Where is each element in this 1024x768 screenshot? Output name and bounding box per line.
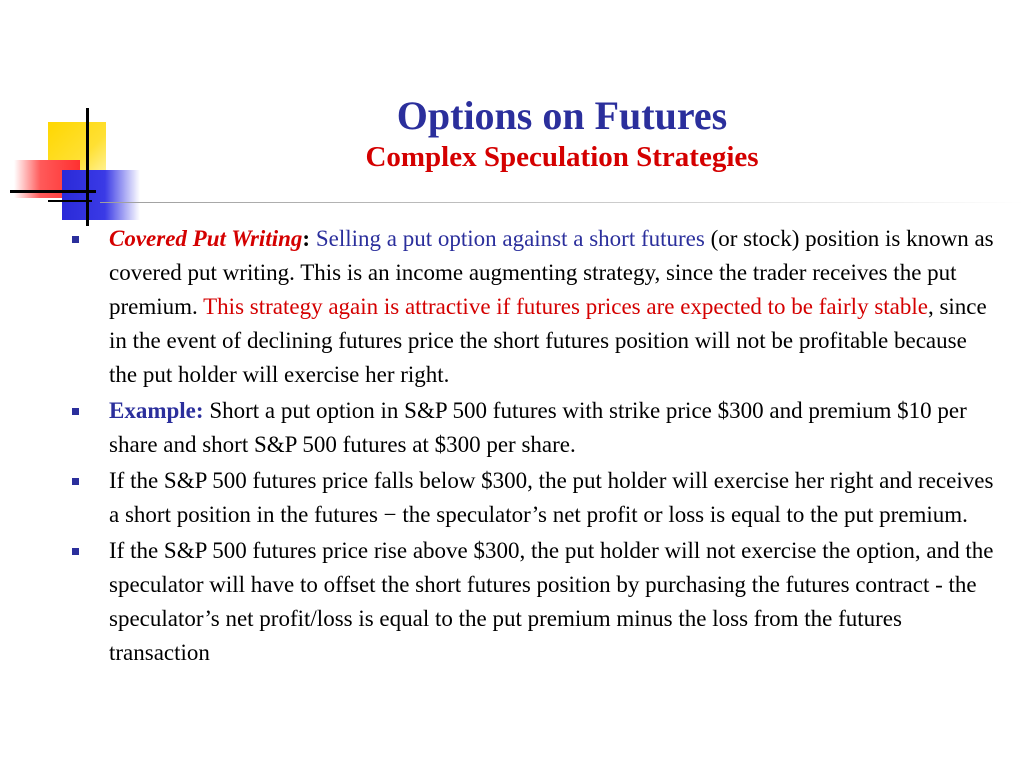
- slide-logo-graphic: [0, 0, 160, 240]
- bullet-item: [68, 534, 1000, 670]
- logo-horizontal-line: [10, 190, 96, 193]
- bullet-text: If the S&P 500 futures price falls below $300, the put holder will exercise her right and receives a short position in the futures − the speculator’s net profit or loss is equal to the put premium.: [109, 468, 994, 527]
- bullet-highlight-red: This strategy again is attractive if futures prices are expected to be fairly stable: [197, 294, 928, 319]
- logo-vertical-line: [86, 108, 89, 226]
- bullet-term-colon: :: [302, 226, 311, 251]
- bullet-text: Short a put option in S&P 500 futures with strike price $300 and premium $10 per share and short S&P 500 futures at $300 per share.: [109, 398, 967, 457]
- bullet-item: [68, 464, 1000, 532]
- title-divider: [100, 202, 1024, 203]
- bullet-square-icon: [72, 408, 79, 415]
- bullet-term: Covered Put Writing: [109, 226, 303, 251]
- logo-blue-bar: [62, 170, 140, 220]
- bullet-text: If the S&P 500 futures price rise above $300, the put holder will not exercise the option, and the speculator will have to offset the short futures position by purchasing the futures contract - the speculator’s net profit/loss is equal to the put premium minus the loss from the futures transaction: [109, 538, 994, 665]
- slide-body: [68, 222, 1000, 672]
- bullet-square-icon: [72, 236, 79, 243]
- bullet-item: [68, 222, 1000, 392]
- bullet-square-icon: [72, 548, 79, 555]
- bullet-highlight-blue: Selling a put option against a short futures: [310, 226, 705, 251]
- bullet-square-icon: [72, 478, 79, 485]
- bullet-term: Example:: [109, 398, 204, 423]
- title-block: [292, 92, 832, 174]
- slide-title: Options on Futures: [396, 93, 728, 138]
- bullet-text: (or stock) position is known as covered put writing. This is an income augmenting strategy, since the trader receives the put premium.: [109, 226, 994, 319]
- slide-subtitle: Complex Speculation Strategies: [365, 141, 759, 173]
- bullet-item: [68, 394, 1000, 462]
- bullet-text-continued: , since in the event of declining futures price the short futures position will not be profitable because the put holder will exercise her right.: [109, 294, 987, 387]
- logo-horizontal-line-short: [48, 200, 92, 202]
